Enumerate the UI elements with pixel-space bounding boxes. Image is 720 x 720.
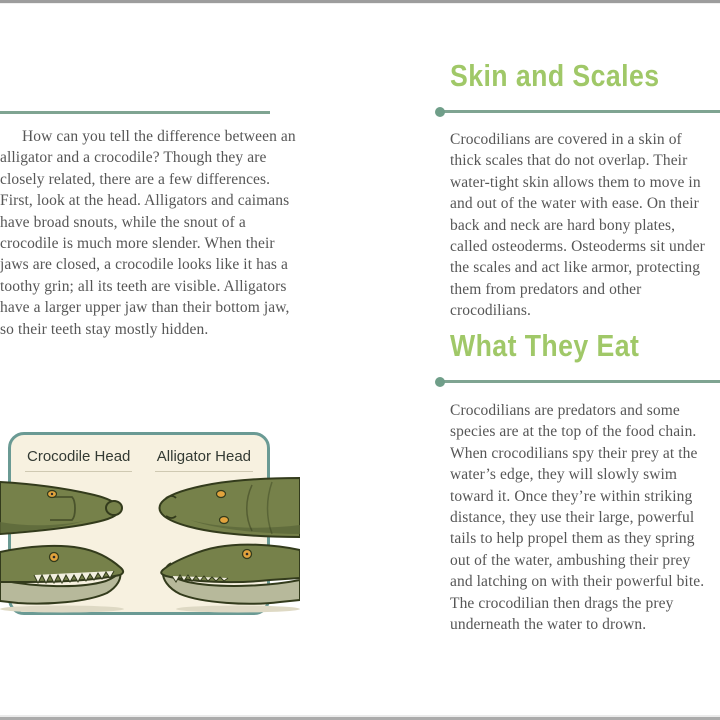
what-they-eat-paragraph: Crocodilians are predators and some species are at the top of the food chain. When crocodilians spy their prey at the water’s edge, they will slowly swim toward it. Once they’re within striking distance, they use their large, powerful tails to help propel them as they spring out of the water, ambushing their prey and latching on with their powerful bite. The crocodilian then drags the prey underneath the water to drown. xyxy=(450,402,705,634)
top-edge-bar xyxy=(0,0,720,4)
alligator-head-label: Alligator Head xyxy=(155,448,253,472)
what-they-eat-heading: What They Eat xyxy=(450,328,640,363)
figure-frame xyxy=(8,432,270,615)
skin-and-scales-heading: Skin and Scales xyxy=(450,58,660,93)
left-intro-paragraph: How can you tell the difference between an alligator and a crocodile? Though they are closely related, there are a few differences. First, look at the head. Alligators and caimans have broad snouts, while the snout of a crocodile is much more slender. When their jaws are closed, a crocodile looks like it has a toothy grin; all its teeth are visible. Alligators have a larger upper jaw than their bottom jaw, so their teeth stay mostly hidden. xyxy=(0,128,296,338)
left-section-rule xyxy=(0,111,270,114)
eat-section-rule xyxy=(437,380,720,383)
crocodile-head-label: Crocodile Head xyxy=(25,448,132,472)
figure-label-row xyxy=(11,435,267,472)
rule-dot xyxy=(435,107,445,117)
skin-section-rule xyxy=(437,110,720,113)
rule-dot xyxy=(435,377,445,387)
skin-and-scales-paragraph: Crocodilians are covered in a skin of thick scales that do not overlap. Their water-tight skin allows them to move in and out of the water with ease. On their back and neck are hard bony plates, called osteoderms. Osteoderms sit under the scales and act like armor, protecting them from predators and other crocodilians. xyxy=(450,131,705,320)
bottom-edge-bar xyxy=(0,715,720,720)
